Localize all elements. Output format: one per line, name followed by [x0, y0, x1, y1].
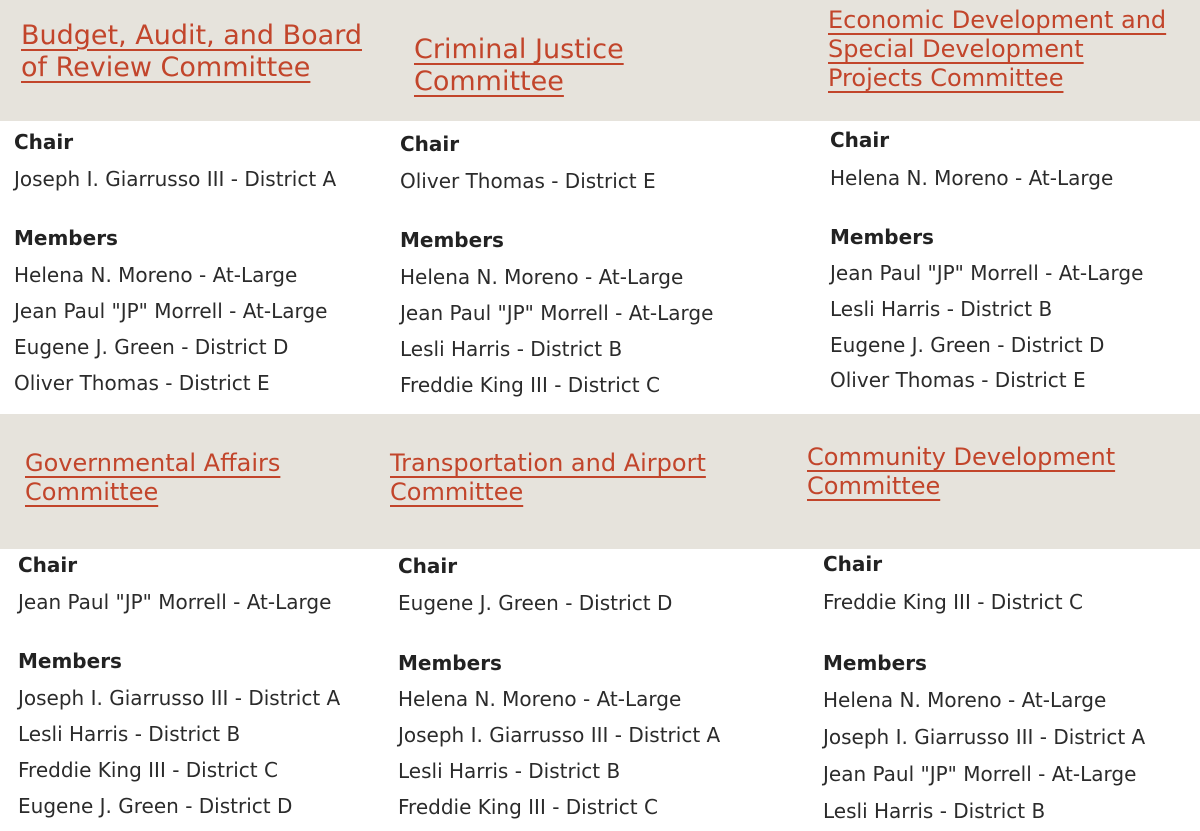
member-item: Oliver Thomas - District E	[830, 368, 1086, 392]
member-item: Eugene J. Green - District D	[14, 335, 289, 359]
members-label: Members	[18, 649, 122, 673]
committee-title-link[interactable]: Economic Development and Special Development Projects Committee	[828, 6, 1167, 92]
members-label: Members	[400, 228, 504, 252]
chair-label: Chair	[830, 128, 890, 152]
member-item: Eugene J. Green - District D	[830, 333, 1105, 357]
member-item: Helena N. Moreno - At-Large	[823, 688, 1107, 712]
members-label: Members	[823, 651, 927, 675]
member-item: Jean Paul "JP" Morrell - At-Large	[830, 261, 1144, 285]
chair-label: Chair	[400, 132, 460, 156]
member-item: Jean Paul "JP" Morrell - At-Large	[400, 301, 714, 325]
committee-title-link[interactable]: Budget, Audit, and Board of Review Committee	[21, 20, 362, 84]
chair-name: Helena N. Moreno - At-Large	[830, 166, 1114, 190]
chair-name: Jean Paul "JP" Morrell - At-Large	[18, 590, 332, 614]
member-item: Jean Paul "JP" Morrell - At-Large	[823, 762, 1137, 786]
member-item: Freddie King III - District C	[398, 795, 658, 819]
member-item: Lesli Harris - District B	[400, 337, 623, 361]
member-item: Jean Paul "JP" Morrell - At-Large	[14, 299, 328, 323]
committee-title-link[interactable]: Governmental Affairs Committee	[25, 449, 281, 506]
chair-name: Freddie King III - District C	[823, 590, 1083, 614]
members-label: Members	[398, 651, 502, 675]
member-item: Lesli Harris - District B	[830, 297, 1053, 321]
member-item: Joseph I. Giarrusso III - District A	[18, 686, 341, 710]
committee-title-link[interactable]: Transportation and Airport Committee	[390, 449, 706, 506]
member-item: Helena N. Moreno - At-Large	[14, 263, 298, 287]
committee-title-link[interactable]: Criminal Justice Committee	[414, 34, 624, 98]
member-item: Oliver Thomas - District E	[14, 371, 270, 395]
chair-label: Chair	[823, 552, 883, 576]
committee-title-link[interactable]: Community Development Committee	[807, 443, 1116, 500]
chair-label: Chair	[14, 130, 74, 154]
member-item: Freddie King III - District C	[400, 373, 660, 397]
chair-label: Chair	[18, 553, 78, 577]
member-item: Joseph I. Giarrusso III - District A	[398, 723, 721, 747]
chair-label: Chair	[398, 554, 458, 578]
member-item: Freddie King III - District C	[18, 758, 278, 782]
member-item: Lesli Harris - District B	[398, 759, 621, 783]
chair-name: Eugene J. Green - District D	[398, 591, 673, 615]
chair-name: Oliver Thomas - District E	[400, 169, 656, 193]
member-item: Lesli Harris - District B	[18, 722, 241, 746]
member-item: Helena N. Moreno - At-Large	[398, 687, 682, 711]
members-label: Members	[830, 225, 934, 249]
member-item: Eugene J. Green - District D	[18, 794, 293, 818]
member-item: Lesli Harris - District B	[823, 799, 1046, 823]
members-label: Members	[14, 226, 118, 250]
chair-name: Joseph I. Giarrusso III - District A	[14, 167, 337, 191]
member-item: Joseph I. Giarrusso III - District A	[823, 725, 1146, 749]
member-item: Helena N. Moreno - At-Large	[400, 265, 684, 289]
